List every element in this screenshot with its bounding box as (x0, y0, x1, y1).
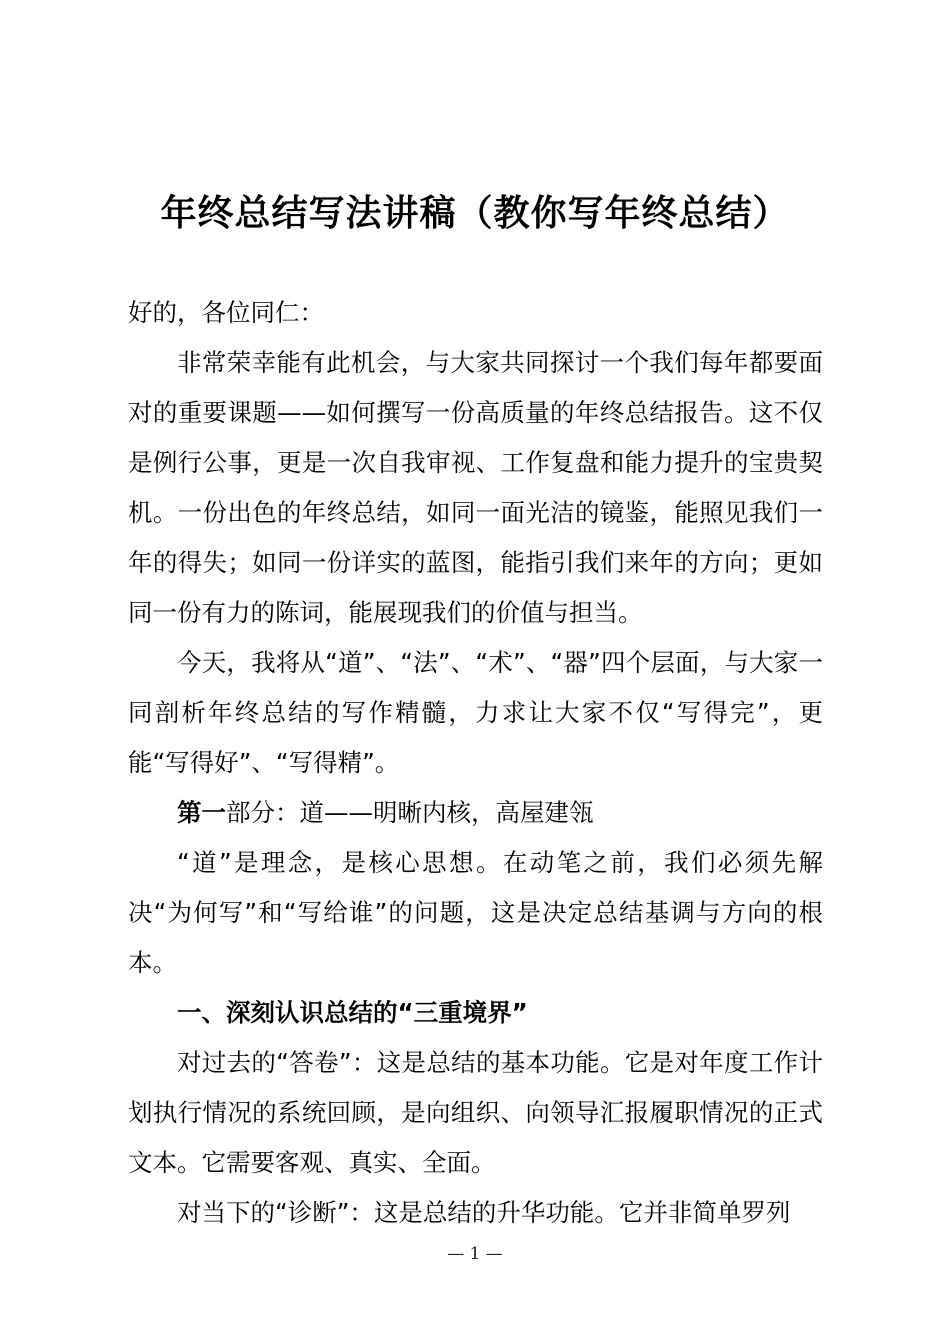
part-intro: “道”是理念，是核心思想。在动笔之前，我们必须先解决“为何写”和“写给谁”的问题，这是决定总结基调与方向的根本。 (128, 848, 823, 977)
greeting: 好的，各位同仁： (128, 298, 324, 327)
paragraph-overview: 今天，我将从“道”、“法”、“术”、“器”四个层面，与大家一同剖析年终总结的写作精髓，力求让大家不仅“写得完”，更能“写得好”、“写得精”。 (128, 648, 823, 777)
part-heading (128, 788, 823, 838)
page-number: — 1 — (447, 1244, 503, 1264)
section-paragraph: 对过去的“答卷”：这是总结的基本功能。它是对年度工作计划执行情况的系统回顾，是向组织、向领导汇报履职情况的正式文本。它需要客观、真实、全面。 (128, 1048, 823, 1177)
paragraph-intro: 非常荣幸能有此机会，与大家共同探讨一个我们每年都要面对的重要课题——如何撰写一份高质量的年终总结报告。这不仅是例行公事，更是一次自我审视、工作复盘和能力提升的宝贵契机。一份出色的年终总结，如同一面光洁的镜鉴，能照见我们一年的得失；如同一份详实的蓝图，能指引我们来年的方向；更如同一份有力的陈词，能展现我们的价值与担当。 (128, 348, 823, 627)
section-heading: 一、深刻认识总结的“三重境界” (177, 998, 528, 1027)
part-heading-rest: 部分：道——明晰内核，高屋建瓴 (226, 798, 594, 827)
document-body (128, 288, 823, 1238)
part-heading-bold: 第一 (177, 798, 226, 827)
section-paragraph: 对当下的“诊断”：这是总结的升华功能。它并非简单罗列 (177, 1198, 791, 1227)
document-title: 年终总结写法讲稿（教你写年终总结） (160, 193, 790, 234)
